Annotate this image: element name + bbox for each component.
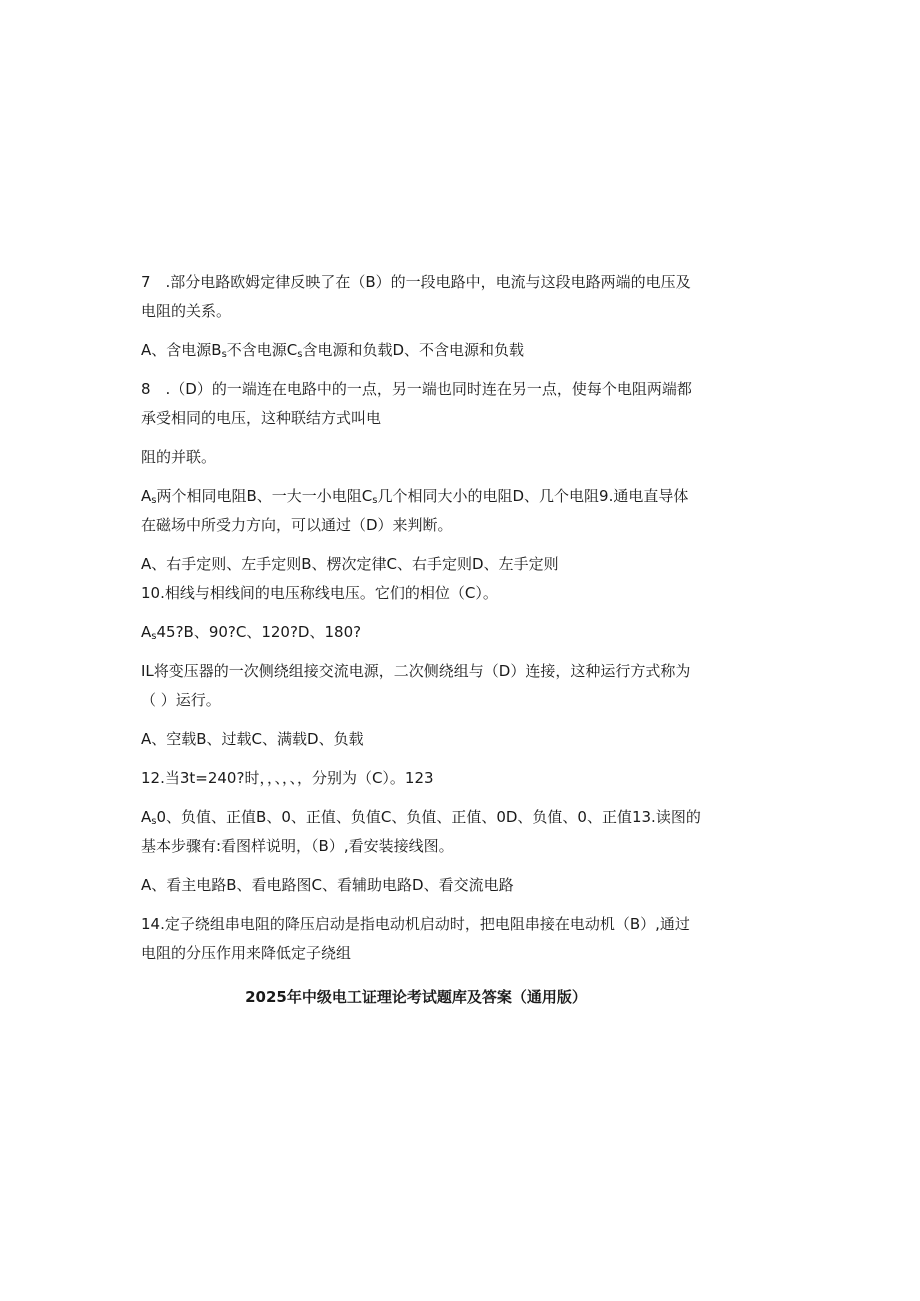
question-14-stem: 14.定子绕组串电阻的降压启动是指电动机启动时，把电阻串接在电动机（B）,通过电阻的分压作用来降低定子绕组 bbox=[141, 915, 690, 962]
question-10-stem: 10.相线与相线间的电压称线电压。它们的相位（C）。 bbox=[141, 584, 498, 602]
question-8-stem-continued: 阻的并联。 bbox=[141, 448, 217, 466]
question-11-options: A、空载B、过载C、满载D、负载 bbox=[141, 730, 364, 748]
question-11-stem: IL将变压器的一次侧绕组接交流电源，二次侧绕组与（D）连接，这种运行方式称为（ ）运行。 bbox=[141, 662, 691, 709]
question-10-options: $A_s45?B$、90?C、120?D、180? bbox=[141, 623, 362, 642]
document-title: 2025年中级电工证理论考试题库及答案（通用版） bbox=[245, 988, 587, 1006]
question-8-stem: 8 .（D）的一端连在电路中的一点，另一端也同时连在另一点，使每个电阻两端都承受相同的电压，这种联结方式叫电 bbox=[141, 380, 692, 427]
question-body bbox=[141, 268, 701, 978]
question-9-options: A、右手定则、左手定则B、楞次定律C、右手定则D、左手定则 bbox=[141, 555, 559, 573]
question-12-options-and-question-13-stem: $A_s0$、负值、正值B、0、正值、负值C、负值、正值、0D、负值、0、正值13.读图的基本步骤有:看图样说明，（B）,看安装接线图。 bbox=[141, 808, 701, 855]
question-8-options-and-question-9-stem: $A_s$两个相同电阻B、一大一小电阻$C_s$几个相同大小的电阻D、几个电阻9.通电直导体在磁场中所受力方向，可以通过（D）来判断。 bbox=[141, 487, 689, 534]
question-7-options: A、含电源$B_s$不含电源$C_s$含电源和负载D、不含电源和负载 bbox=[141, 341, 525, 360]
question-7-stem: 7 .部分电路欧姆定律反映了在（B）的一段电路中，电流与这段电路两端的电压及电阻的关系。 bbox=[141, 273, 691, 320]
question-12-stem: 12.当3t=240?时，，、，、，分别为（C）。123 bbox=[141, 769, 434, 787]
question-13-options: A、看主电路B、看电路图C、看辅助电路D、看交流电路 bbox=[141, 876, 514, 894]
